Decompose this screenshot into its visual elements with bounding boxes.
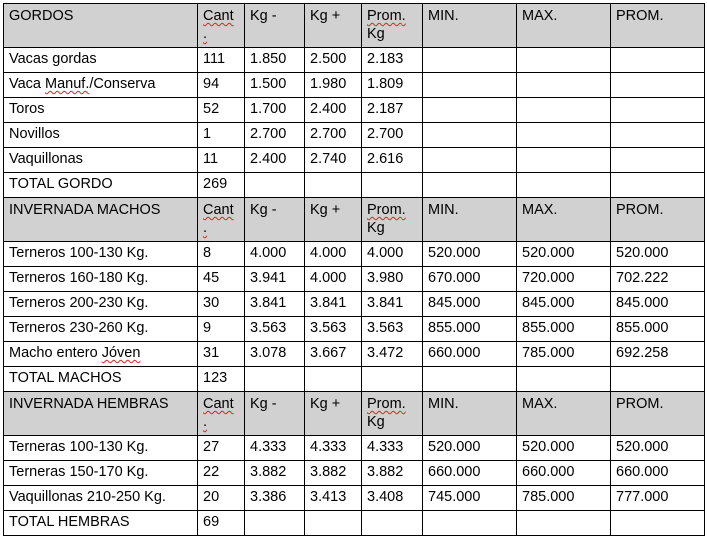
table-row <box>4 317 705 342</box>
col-kg-max-header: Kg + <box>305 392 362 436</box>
empty-cell <box>362 511 423 536</box>
section-title: INVERNADA HEMBRAS <box>4 392 198 436</box>
col-max-header: MAX. <box>517 392 611 436</box>
cell-kg-max: 3.841 <box>305 292 362 317</box>
cell-kg-max: 4.000 <box>305 267 362 292</box>
col-min-header: MIN. <box>423 392 517 436</box>
cell-kg-min: 1.850 <box>245 48 305 73</box>
col-prom-kg-header: Prom. Kg <box>362 198 423 242</box>
row-label: Terneros 100-130 Kg. <box>4 242 198 267</box>
cell-min: 855.000 <box>423 317 517 342</box>
section-header-row <box>4 198 705 242</box>
cell-kg-min: 2.700 <box>245 123 305 148</box>
cell-kg-min: 1.700 <box>245 98 305 123</box>
empty-cell <box>423 367 517 392</box>
cell-kg-max: 3.563 <box>305 317 362 342</box>
cell-kg-max: 2.400 <box>305 98 362 123</box>
table-row <box>4 486 705 511</box>
col-cant-header: Cant . <box>198 4 245 48</box>
cell-price-prom <box>611 98 705 123</box>
cell-kg-max: 2.700 <box>305 123 362 148</box>
cell-kg-min: 1.500 <box>245 73 305 98</box>
cell-min: 745.000 <box>423 486 517 511</box>
cell-prom-kg: 2.183 <box>362 48 423 73</box>
cell-kg-min: 4.000 <box>245 242 305 267</box>
cell-max <box>517 123 611 148</box>
cell-max: 785.000 <box>517 486 611 511</box>
empty-cell <box>362 367 423 392</box>
cell-max <box>517 73 611 98</box>
cell-price-prom: 692.258 <box>611 342 705 367</box>
total-row <box>4 511 705 536</box>
cell-prom-kg: 1.809 <box>362 73 423 98</box>
cell-max <box>517 148 611 173</box>
cell-max: 845.000 <box>517 292 611 317</box>
table-row <box>4 342 705 367</box>
col-kg-max-header: Kg + <box>305 198 362 242</box>
row-label: Vaquillonas 210-250 Kg. <box>4 486 198 511</box>
col-price-prom-header: PROM. <box>611 4 705 48</box>
cell-cant: 52 <box>198 98 245 123</box>
cell-price-prom: 777.000 <box>611 486 705 511</box>
table-row <box>4 73 705 98</box>
cell-kg-min: 4.333 <box>245 436 305 461</box>
cell-price-prom: 520.000 <box>611 242 705 267</box>
cell-price-prom <box>611 123 705 148</box>
cell-price-prom <box>611 73 705 98</box>
col-min-header: MIN. <box>423 198 517 242</box>
empty-cell <box>611 511 705 536</box>
col-cant-header: Cant . <box>198 392 245 436</box>
section-title: INVERNADA MACHOS <box>4 198 198 242</box>
section-invernada-machos <box>4 198 705 392</box>
empty-cell <box>305 173 362 198</box>
cell-price-prom: 855.000 <box>611 317 705 342</box>
cell-kg-max: 4.333 <box>305 436 362 461</box>
col-min-header: MIN. <box>423 4 517 48</box>
cell-price-prom: 520.000 <box>611 436 705 461</box>
col-kg-max-header: Kg + <box>305 4 362 48</box>
cell-min: 520.000 <box>423 436 517 461</box>
cell-max: 520.000 <box>517 436 611 461</box>
row-label: Vaca Manuf./Conserva <box>4 73 198 98</box>
section-invernada-hembras <box>4 392 705 536</box>
row-label: Vaquillonas <box>4 148 198 173</box>
row-label: Terneros 230-260 Kg. <box>4 317 198 342</box>
cell-cant: 45 <box>198 267 245 292</box>
empty-cell <box>423 173 517 198</box>
empty-cell <box>362 173 423 198</box>
empty-cell <box>517 511 611 536</box>
cell-prom-kg: 2.616 <box>362 148 423 173</box>
row-label: Terneros 200-230 Kg. <box>4 292 198 317</box>
cell-kg-max: 4.000 <box>305 242 362 267</box>
cell-price-prom <box>611 48 705 73</box>
col-cant-header: Cant . <box>198 198 245 242</box>
cell-kg-min: 2.400 <box>245 148 305 173</box>
col-price-prom-header: PROM. <box>611 392 705 436</box>
cell-price-prom: 702.222 <box>611 267 705 292</box>
cattle-market-table <box>3 3 705 536</box>
col-kg-min-header: Kg - <box>245 392 305 436</box>
cell-kg-min: 3.078 <box>245 342 305 367</box>
cell-cant: 22 <box>198 461 245 486</box>
cell-prom-kg: 2.700 <box>362 123 423 148</box>
table-row <box>4 242 705 267</box>
cell-prom-kg: 2.187 <box>362 98 423 123</box>
cell-cant: 11 <box>198 148 245 173</box>
empty-cell <box>245 173 305 198</box>
empty-cell <box>611 367 705 392</box>
cell-kg-max: 2.500 <box>305 48 362 73</box>
empty-cell <box>305 367 362 392</box>
cell-min: 845.000 <box>423 292 517 317</box>
row-label: Macho entero Jóven <box>4 342 198 367</box>
row-label: Toros <box>4 98 198 123</box>
col-kg-min-header: Kg - <box>245 198 305 242</box>
col-max-header: MAX. <box>517 4 611 48</box>
table-row <box>4 292 705 317</box>
cell-cant: 27 <box>198 436 245 461</box>
cell-max <box>517 48 611 73</box>
row-label: Novillos <box>4 123 198 148</box>
col-price-prom-header: PROM. <box>611 198 705 242</box>
cell-prom-kg: 3.980 <box>362 267 423 292</box>
row-label: Vacas gordas <box>4 48 198 73</box>
cell-min: 520.000 <box>423 242 517 267</box>
cell-prom-kg: 3.472 <box>362 342 423 367</box>
total-row <box>4 367 705 392</box>
total-cant: 69 <box>198 511 245 536</box>
total-row <box>4 173 705 198</box>
total-cant: 269 <box>198 173 245 198</box>
cell-cant: 9 <box>198 317 245 342</box>
cell-max: 520.000 <box>517 242 611 267</box>
col-prom-kg-header: Prom. Kg <box>362 392 423 436</box>
table-row <box>4 98 705 123</box>
cell-min: 660.000 <box>423 342 517 367</box>
cell-kg-min: 3.841 <box>245 292 305 317</box>
cell-kg-max: 1.980 <box>305 73 362 98</box>
cell-max: 660.000 <box>517 461 611 486</box>
cell-prom-kg: 3.882 <box>362 461 423 486</box>
empty-cell <box>245 511 305 536</box>
row-label: Terneras 100-130 Kg. <box>4 436 198 461</box>
cell-kg-max: 3.413 <box>305 486 362 511</box>
cell-min <box>423 98 517 123</box>
empty-cell <box>517 173 611 198</box>
cell-min <box>423 148 517 173</box>
cell-price-prom: 660.000 <box>611 461 705 486</box>
cell-price-prom <box>611 148 705 173</box>
total-label: TOTAL GORDO <box>4 173 198 198</box>
cell-cant: 1 <box>198 123 245 148</box>
cell-prom-kg: 4.333 <box>362 436 423 461</box>
row-label: Terneras 150-170 Kg. <box>4 461 198 486</box>
section-title: GORDOS <box>4 4 198 48</box>
empty-cell <box>611 173 705 198</box>
total-label: TOTAL HEMBRAS <box>4 511 198 536</box>
cell-kg-min: 3.563 <box>245 317 305 342</box>
col-prom-kg-header: Prom. Kg <box>362 4 423 48</box>
cell-kg-max: 3.882 <box>305 461 362 486</box>
empty-cell <box>517 367 611 392</box>
cell-prom-kg: 3.563 <box>362 317 423 342</box>
cell-kg-max: 3.667 <box>305 342 362 367</box>
empty-cell <box>245 367 305 392</box>
cell-min <box>423 123 517 148</box>
cell-max <box>517 98 611 123</box>
cell-kg-min: 3.941 <box>245 267 305 292</box>
cell-kg-min: 3.882 <box>245 461 305 486</box>
table-row <box>4 436 705 461</box>
cell-kg-min: 3.386 <box>245 486 305 511</box>
row-label: Terneros 160-180 Kg. <box>4 267 198 292</box>
table-row <box>4 123 705 148</box>
table-row <box>4 148 705 173</box>
empty-cell <box>423 511 517 536</box>
cell-min <box>423 73 517 98</box>
section-header-row <box>4 392 705 436</box>
cell-cant: 20 <box>198 486 245 511</box>
cell-cant: 94 <box>198 73 245 98</box>
table-row <box>4 267 705 292</box>
col-kg-min-header: Kg - <box>245 4 305 48</box>
cell-min: 660.000 <box>423 461 517 486</box>
empty-cell <box>305 511 362 536</box>
cell-max: 720.000 <box>517 267 611 292</box>
cell-cant: 31 <box>198 342 245 367</box>
cell-min: 670.000 <box>423 267 517 292</box>
cell-kg-max: 2.740 <box>305 148 362 173</box>
cell-cant: 30 <box>198 292 245 317</box>
section-header-row <box>4 4 705 48</box>
cell-prom-kg: 3.408 <box>362 486 423 511</box>
cell-prom-kg: 3.841 <box>362 292 423 317</box>
cell-max: 785.000 <box>517 342 611 367</box>
cell-prom-kg: 4.000 <box>362 242 423 267</box>
section-gordos <box>4 4 705 198</box>
cell-price-prom: 845.000 <box>611 292 705 317</box>
cell-cant: 8 <box>198 242 245 267</box>
col-max-header: MAX. <box>517 198 611 242</box>
cell-min <box>423 48 517 73</box>
cell-cant: 111 <box>198 48 245 73</box>
table-row <box>4 461 705 486</box>
total-cant: 123 <box>198 367 245 392</box>
cell-max: 855.000 <box>517 317 611 342</box>
table-row <box>4 48 705 73</box>
total-label: TOTAL MACHOS <box>4 367 198 392</box>
